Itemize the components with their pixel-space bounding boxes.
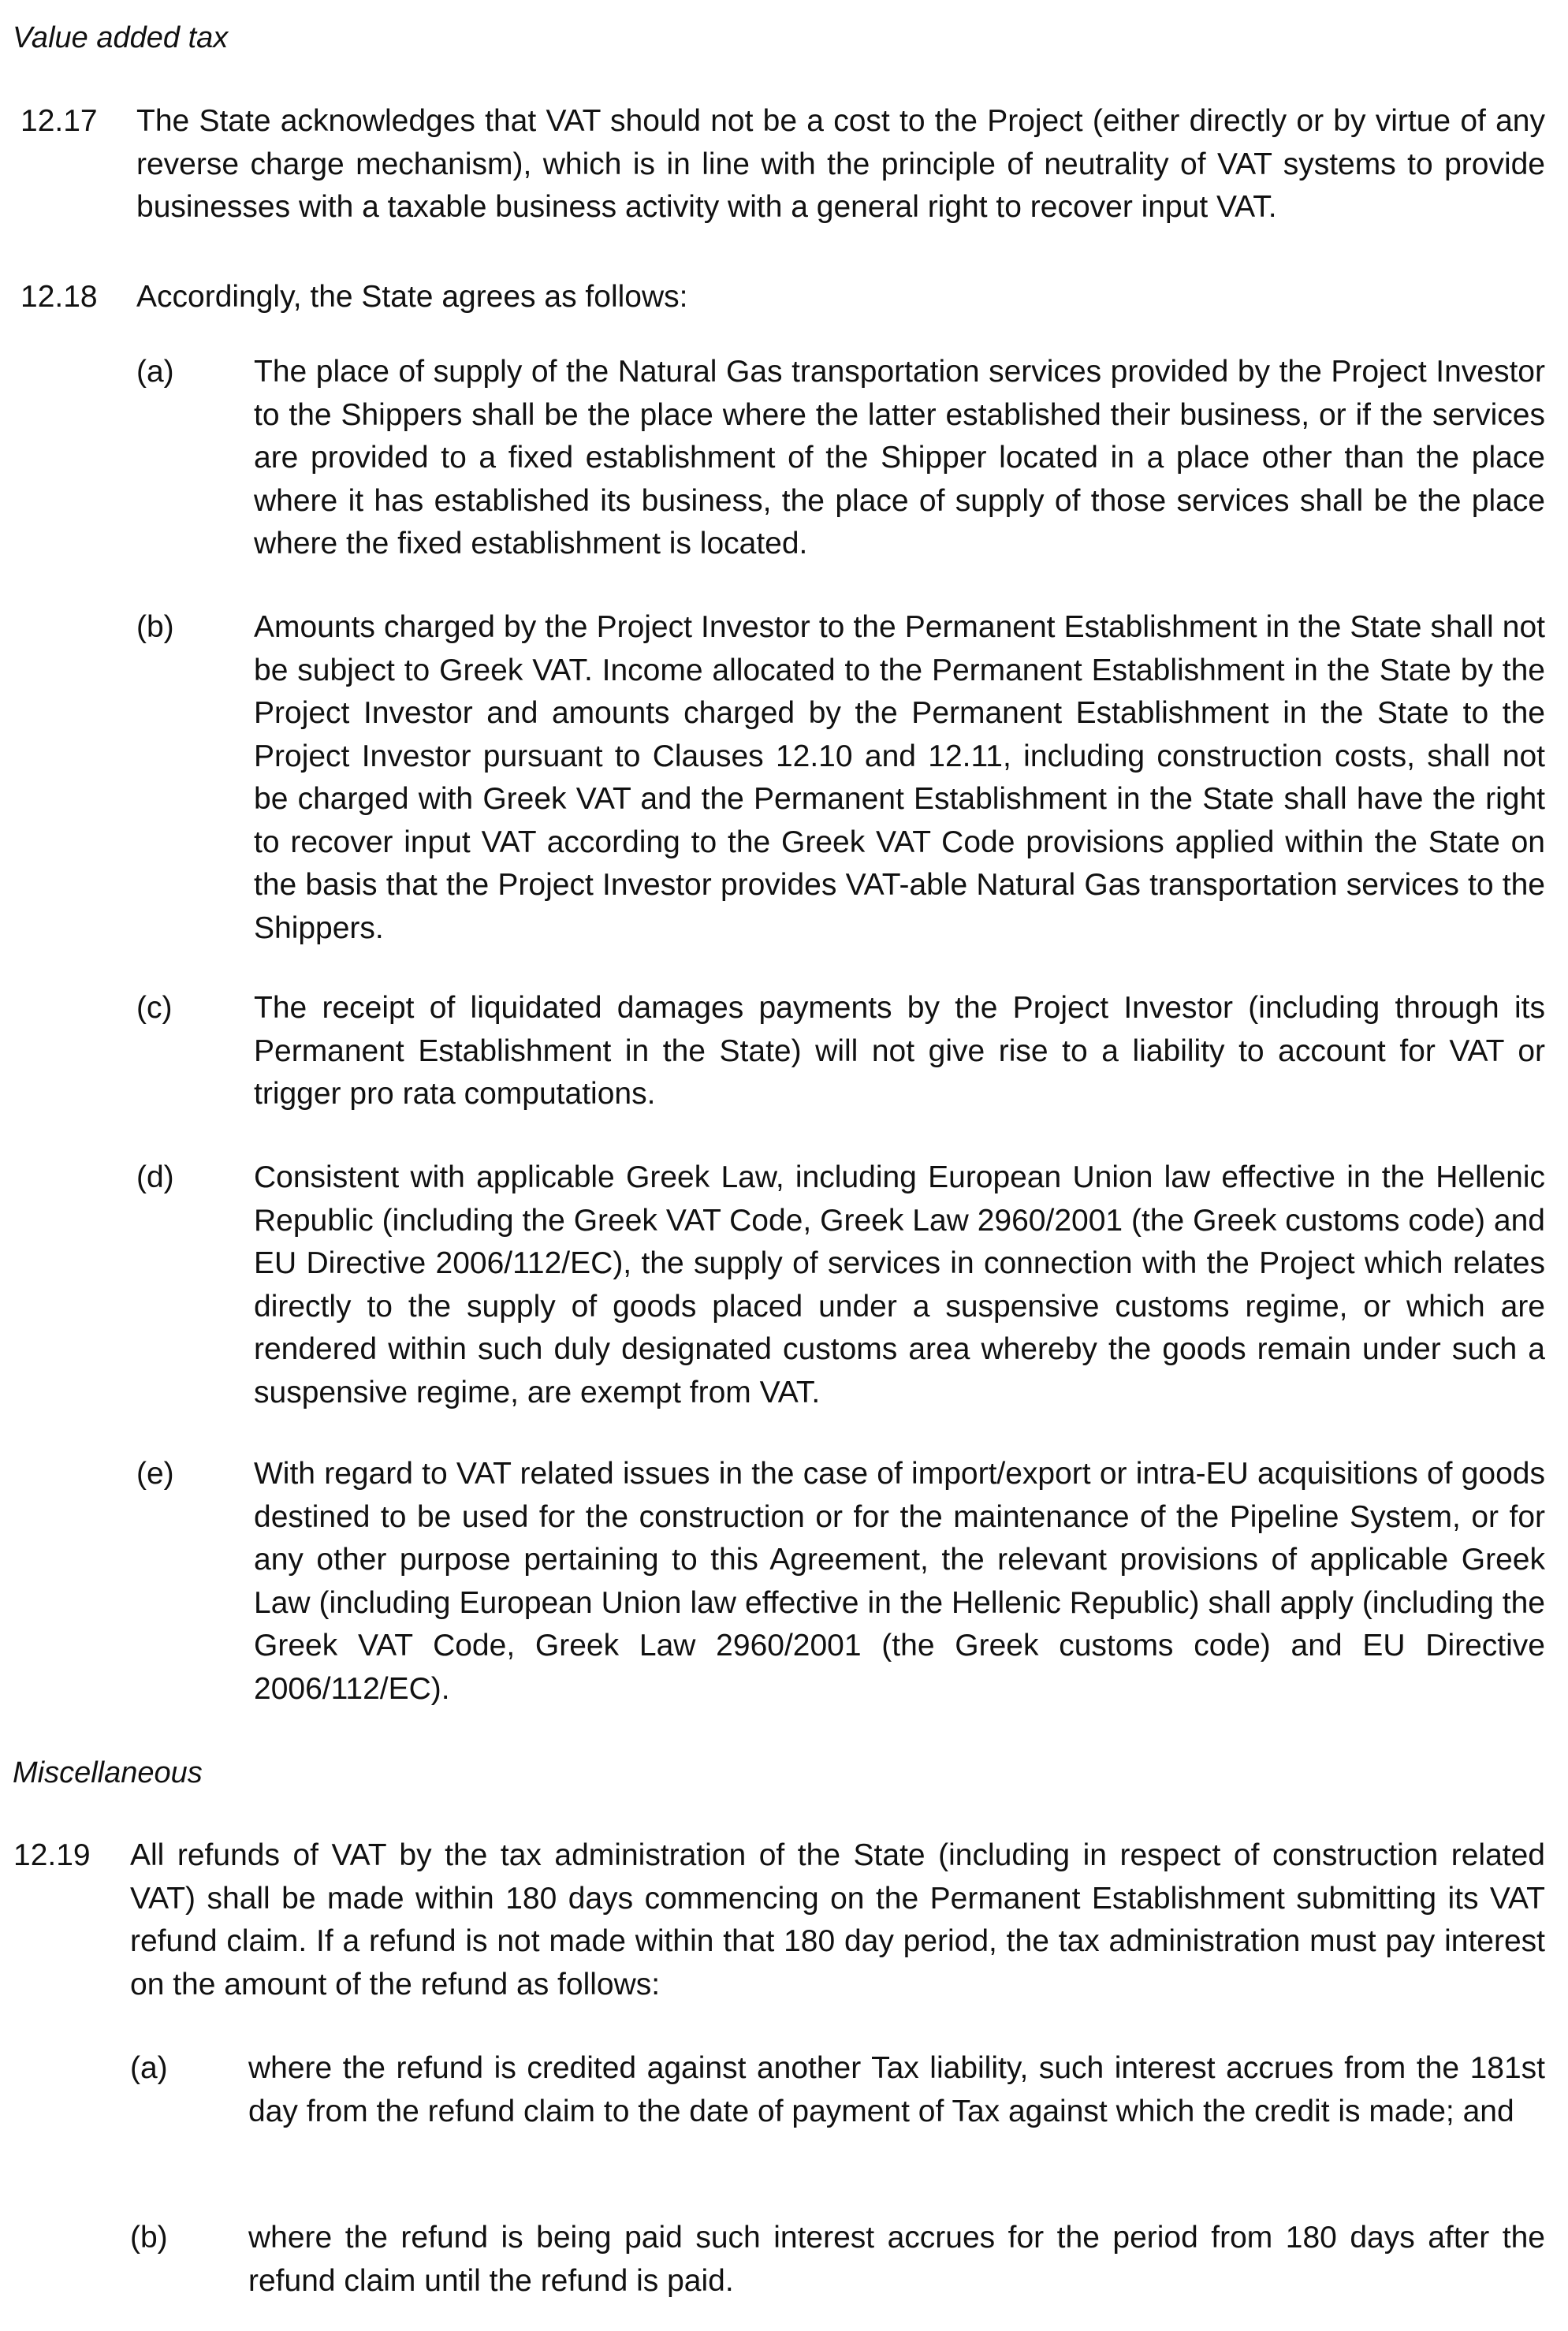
item-text: where the refund is credited against another Tax liability, such interest accrues from the 181st day from the refund claim to the date of payment of Tax against which the credit is made; and xyxy=(248,2051,1545,2128)
section-heading-value-added-tax: Value added tax xyxy=(13,21,229,54)
item-text: With regard to VAT related issues in the case of import/export or intra-EU acquisitions of goods destined to be used for the construction or for the maintenance of the Pipeline System, or for any other purpose pertaining to this Agreement, the relevant provisions of applicable Greek Law (including European Union law effective in the Hellenic Republic) shall apply (including the Greek VAT Code, Greek Law 2960/2001 (the Greek customs code) and EU Directive 2006/112/EC). xyxy=(254,1457,1545,1706)
clause-text: Accordingly, the State agrees as follows: xyxy=(136,280,688,314)
section-heading-miscellaneous: Miscellaneous xyxy=(13,1756,203,1789)
item-label: (e) xyxy=(136,1457,174,1491)
item-label: (b) xyxy=(130,2221,168,2255)
item-label: (a) xyxy=(130,2051,168,2085)
clause-12-17 xyxy=(0,100,1545,229)
clause-12-18-item-b xyxy=(0,606,1545,950)
clause-number: 12.18 xyxy=(20,280,98,314)
item-text: Consistent with applicable Greek Law, including European Union law effective in the Hellenic Republic (including the Greek VAT Code, Greek Law 2960/2001 (the Greek customs code) and EU Directive 2006/112/EC), the supply of services in connection with the Project which relates directly to the supply of goods placed under a suspensive customs regime, or which are rendered within such duly designated customs area whereby the goods remain under such a suspensive regime, are exempt from VAT. xyxy=(254,1160,1545,1409)
clause-12-19-item-b xyxy=(0,2217,1545,2303)
clause-12-18-item-a xyxy=(0,351,1545,566)
clause-12-19 xyxy=(0,1834,1545,2006)
item-label: (b) xyxy=(136,610,174,644)
item-label: (c) xyxy=(136,991,173,1025)
clause-number: 12.17 xyxy=(20,104,98,138)
item-label: (d) xyxy=(136,1160,174,1194)
clause-text: The State acknowledges that VAT should not be a cost to the Project (either directly or by virtue of any reverse charge mechanism), which is in line with the principle of neutrality of VAT systems to provide businesses with a taxable business activity with a general right to recover input VAT. xyxy=(136,104,1545,224)
item-text: Amounts charged by the Project Investor to the Permanent Establishment in the State shall not be subject to Greek VAT. Income allocated to the Permanent Establishment in the State by the Project Investor and amounts charged by the Permanent Establishment in the State to the Project Investor pursuant to Clauses 12.10 and 12.11, including construction costs, shall not be charged with Greek VAT and the Permanent Establishment in the State shall have the right to recover input VAT according to the Greek VAT Code provisions applied within the State on the basis that the Project Investor provides VAT-able Natural Gas transportation services to the Shippers. xyxy=(254,610,1545,945)
item-text: where the refund is being paid such interest accrues for the period from 180 days after the refund claim until the refund is paid. xyxy=(248,2221,1545,2298)
clause-12-18-item-c xyxy=(0,987,1545,1116)
clause-number: 12.19 xyxy=(13,1838,91,1872)
clause-12-18-item-e xyxy=(0,1453,1545,1711)
clause-12-18-item-d xyxy=(0,1156,1545,1414)
item-text: The place of supply of the Natural Gas transportation services provided by the Project Investor to the Shippers shall be the place where the latter established their business, or if the services are provided to a fixed establishment of the Shipper located in a place other than the place where it has established its business, the place of supply of those services shall be the place where the fixed establishment is located. xyxy=(254,355,1545,560)
clause-12-18 xyxy=(0,276,1545,319)
item-label: (a) xyxy=(136,355,174,389)
item-text: The receipt of liquidated damages payments by the Project Investor (including through its Permanent Establishment in the State) will not give rise to a liability to account for VAT or trigger pro rata computations. xyxy=(254,991,1545,1111)
clause-text: All refunds of VAT by the tax administration of the State (including in respect of construction related VAT) shall be made within 180 days commencing on the Permanent Establishment submitting its VAT refund claim. If a refund is not made within that 180 day period, the tax administration must pay interest on the amount of the refund as follows: xyxy=(130,1838,1545,2001)
clause-12-19-item-a xyxy=(0,2047,1545,2133)
